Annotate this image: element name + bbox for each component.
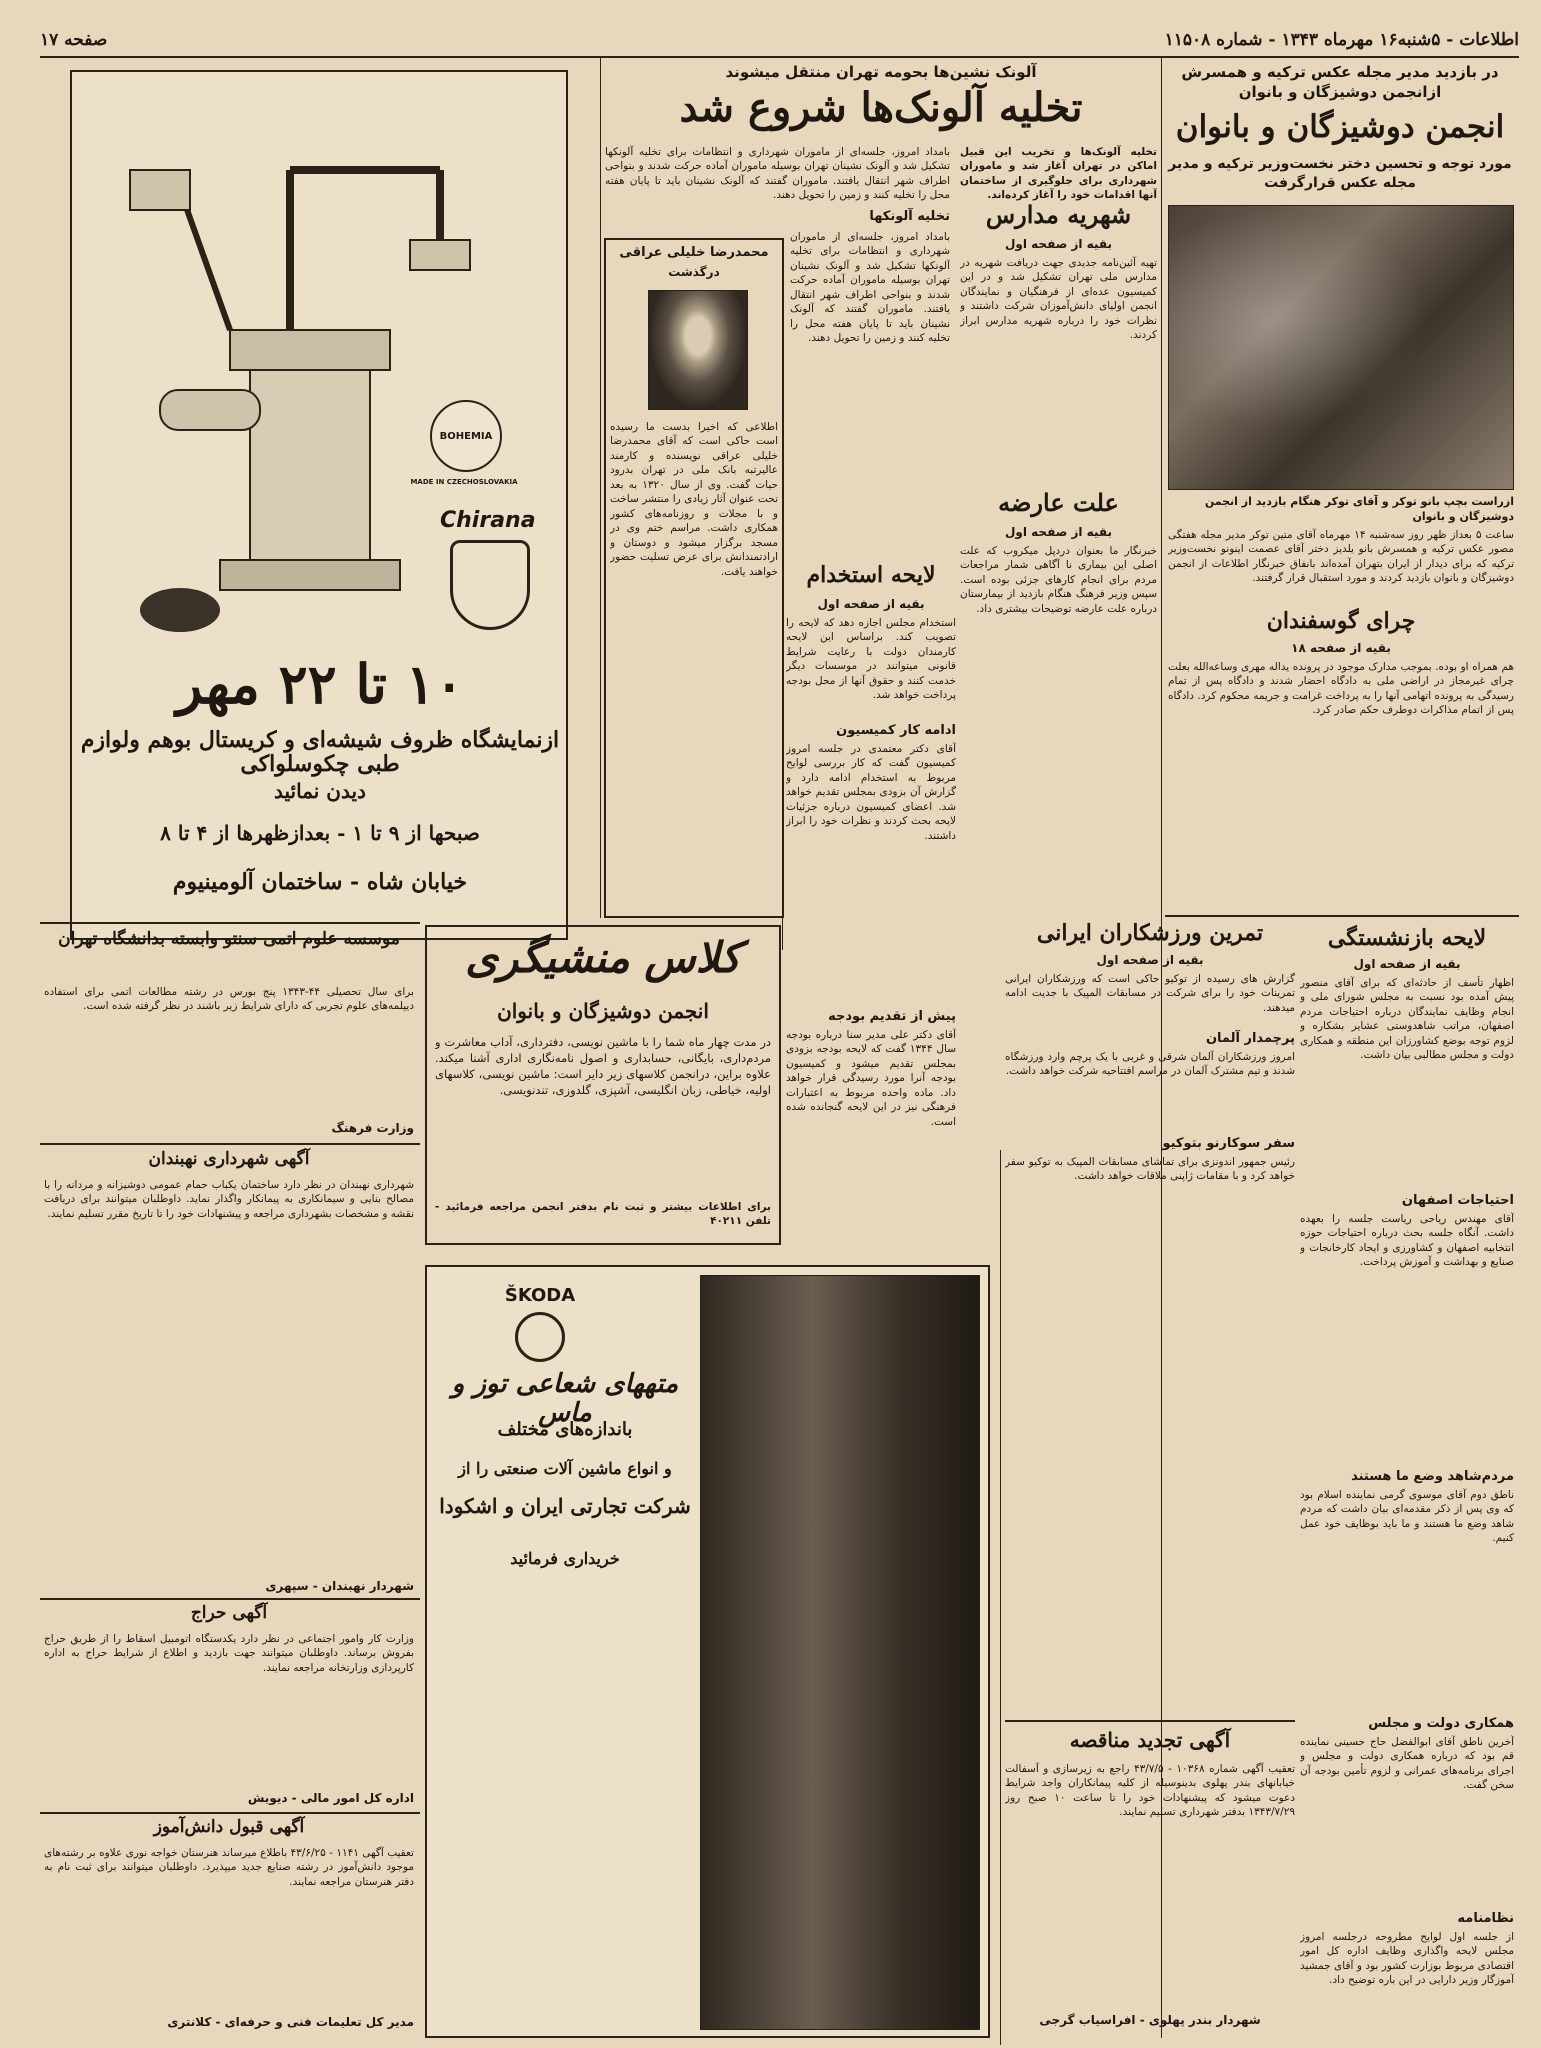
article-body: رئیس جمهور اندونزی برای تماشای مسابقات المپیک به توکیو سفر خواهد کرد و با مقامات ژاپنی ملاقات خواهد داشت. xyxy=(1005,1156,1295,1183)
article-body: بامداد امروز، جلسه‌ای از ماموران شهرداری و انتظامات برای تخلیه آلونکها تشکیل شد و آلونک نشینان تهران بوسیله ماموران آماده حرکت شدند و بنواحی اطراف شهر انتقال یافتند. ماموران گفتند که آلونک نشینان باید تا پایان هفته محل را تخلیه کنند و زمین را تحویل دهند. xyxy=(605,146,950,202)
skoda-line-4: خریداری فرمائید xyxy=(510,1549,620,1568)
nah-title: آگهی شهرداری نهبندان xyxy=(148,1149,310,1169)
auction-body: وزارت کار وامور اجتماعی در نظر دارد یکدستگاه اتومبیل اسقاط را از طریق حراج بفروش برساند. داوطلبان میتوانند جهت بازدید و اطلاع از شرایط حراج به اداره کارپردازی وزارتخانه مراجعه نمایند. xyxy=(44,1633,414,1674)
article-kicker: در بازدید مدیر مجله عکس ترکیه و همسرش ازانجمن دوشیزگان و بانوان xyxy=(1181,63,1499,102)
continued-label: بقیه از صفحه ۱۸ xyxy=(1291,641,1391,655)
continued-label: بقیه از صفحه اول xyxy=(817,597,925,611)
auction-signature: اداره کل امور مالی - دیویش xyxy=(247,1791,414,1805)
section-rule xyxy=(1005,1720,1295,1722)
skoda-title: متههای شعاعی توز و ماس xyxy=(451,1369,679,1428)
article-body: امروز ورزشکاران آلمان شرقی و غربی با یک پرچم وارد ورزشگاه شدند و تیم مشترک آلمان در مراسم افتتاحیه شرکت خواهد داشت. xyxy=(1005,1051,1295,1078)
article-body: تهیه آئین‌نامه جدیدی جهت دریافت شهریه در مدارس ملی تهران تشکیل شد و در این کمیسیون عده‌ای از فرهنگیان و نمایندگان انجمن اولیای دانش‌آموزان شرکت داشتند و نظرات خود را درباره شهریه مدارس ابراز کردند. xyxy=(960,257,1157,342)
article-subhead: مورد توجه و تحسین دختر نخست‌وزیر ترکیه و مدیر مجله عکس قرارگرفت xyxy=(1168,156,1512,191)
skoda-arrow-icon xyxy=(515,1312,565,1362)
article-lede: تخلیه آلونک‌ها و تخریب این قبیل اماکن در تهران آغاز شد و ماموران شهرداری برای جلوگیری از ساختمان آنها اقدامات خود را آغاز کرده‌اند. xyxy=(960,146,1157,202)
student-body: تعقیب آگهی ۱۱۴۱ - ۴۳/۶/۲۵ باطلاع میرساند هنرستان خواجه نوری علاوه بر رشته‌های موجود دانش‌آموز در رشته صنایع جدید میپذیرد. داوطلبان میتوانند برای ثبت نام به دفتر هنرستان مراجعه نمایند. xyxy=(44,1847,414,1888)
continued-label: بقیه از صفحه اول xyxy=(1353,957,1461,971)
obituary-label: درگذشت xyxy=(668,265,720,279)
subsection-title: تخلیه آلونکها xyxy=(869,209,950,224)
article-body: ناطق دوم آقای موسوی گرمی نماینده اسلام بود که وی پس از ذکر مقدمه‌ای بیان داشت که مردم شاهد وضع ما هستند و ما باید بوظایف خود عمل کنیم. xyxy=(1300,1489,1514,1545)
article-headline: انجمن دوشیزگان و بانوان xyxy=(1175,109,1505,145)
article-body: خبرنگار ما بعنوان دردپل میکروب که علت اصلی این بیماری نا آگاهی شمار مراجعات مردم برای انجام کارهای جزئی بوده است. سپس وزیر فرهنگ هنگام بازدید از بیمارستان درباره علت عارضه توضیحات بیشتری داد. xyxy=(960,545,1157,615)
article-body: اظهار تأسف از حادثه‌ای که برای آقای منصور پیش آمده بود نسبت به مجلس شورای ملی و انجام وظایف نمایندگان درباره احتیاجات مردم اصفهان، مراتب شاهدوستی عشایر بشکاره و لزوم توجه بوضع کشاورزان این منطقه و همکاری دولت و مجلس مطالبی بیان داشت. xyxy=(1300,977,1514,1062)
skoda-line-2: و انواع ماشین آلات صنعتی را از xyxy=(458,1459,672,1478)
subsection-title: نظامنامه xyxy=(1457,1911,1514,1926)
uni-title: موسسه علوم اتمی سنتو وابسته بدانشگاه تهران xyxy=(58,929,400,949)
expo-address: خیابان شاه - ساختمان آلومینیوم xyxy=(172,869,468,895)
article-body: گزارش های رسیده از توکیو حاکی است که ورزشکاران ایرانی تمرینات خود را برای شرکت در مسابقات المپیک با جدیت ادامه میدهند. xyxy=(1005,973,1295,1014)
article-body: آقای دکتر علی مدیر سنا درباره بودجه سال ۱۳۴۴ گفت که لایحه بودجه بزودی بمجلس تقدیم میشود و کمیسیون بودجه آنرا مورد رسیدگی قرار خواهد داد. ماده واحده مربوط به اعتبارات فرهنگی نیز در این لایحه گنجانده شده است. xyxy=(786,1029,956,1128)
subsection-title: مردم‌شاهد وضع ما هستند xyxy=(1351,1469,1514,1484)
masthead-info: اطلاعات - ۵شنبه۱۶ مهرماه ۱۳۴۳ - شماره ۱۱۵۰۸ xyxy=(1164,30,1519,50)
expo-dates: ۱۰ تا ۲۲ مهر xyxy=(176,652,464,716)
column-rule xyxy=(1000,1150,1001,2045)
news-photo xyxy=(1168,205,1514,490)
class-subtitle: انجمن دوشیزگان و بانوان xyxy=(497,999,709,1023)
uni-body: برای سال تحصیلی ۴۴-۱۳۴۳ پنج بورس در رشته مطالعات اتمی برای استفاده دیپلمه‌های علوم تجربی که دارای شرایط زیر باشند در نظر گرفته شده است. xyxy=(44,986,414,1013)
uni-signature: وزارت فرهنگ xyxy=(331,1121,414,1135)
nah-signature: شهردار نهبندان - سپهری xyxy=(265,1579,414,1593)
article-kicker: آلونک نشین‌ها بحومه تهران منتقل میشوند xyxy=(725,63,1037,81)
subsection-title: سفر سوکارنو بتوکیو xyxy=(1162,1136,1295,1151)
skoda-logo: ŠKODA xyxy=(504,1285,576,1306)
article-body: بامداد امروز، جلسه‌ای از ماموران شهرداری و انتظامات برای تخلیه آلونکها تشکیل شد و آلونک نشینان تهران بوسیله ماموران آماده حرکت شدند و بنواحی اطراف شهر انتقال یافتند. ماموران گفتند که آلونک نشینان باید تا پایان هفته محل را تخلیه کنند و زمین را تحویل دهند. xyxy=(790,231,950,345)
student-title: آگهی قبول دانش‌آموز xyxy=(153,1817,305,1837)
expo-hours: صبحها از ۹ تا ۱ - بعدازظهرها از ۴ تا ۸ xyxy=(160,821,480,845)
skoda-line-3: شرکت تجارتی ایران و اشکودا xyxy=(439,1494,691,1518)
section-rule xyxy=(40,1143,420,1145)
section-rule xyxy=(40,1598,420,1600)
auction-title: آگهی حراج xyxy=(190,1603,268,1623)
expo-line-2: دیدن نمائید xyxy=(274,779,366,803)
tender-title: آگهی تجدید مناقصه xyxy=(1069,1728,1231,1752)
subsection-title: همکاری دولت و مجلس xyxy=(1368,1716,1514,1731)
section-rule xyxy=(40,922,420,924)
section-rule xyxy=(1165,915,1519,917)
article-body: آقای مهندس ریاحی ریاست جلسه را بعهده داشت. آنگاه جلسه بحث درباره احتیاجات حوزه انتخابیه اصفهان و کشاورزی و ایجاد کارخانجات و صنایع و بهداشت و آموزش پرداخت. xyxy=(1300,1213,1514,1269)
section-title-retire: لایحه بازنشستگی xyxy=(1327,925,1487,951)
section-rule xyxy=(40,1812,420,1814)
skoda-line-1: باندازه‌های مختلف xyxy=(497,1419,633,1440)
page-number: صفحه ۱۷ xyxy=(40,30,108,50)
photo-caption: ازراست بچپ بانو توکر و آقای توکر هنگام بازدید از انجمن دوشیزگان و بانوان xyxy=(1204,495,1514,523)
article-body: هم همراه او بوده. بموجب مدارک موجود در پرونده یداله مهری وساعه‌الله بعلت چرای غیرمجاز در اراضی ملی به دادگاه احضار شدند و دادگاه پس از تمام رسیدگی به پرونده اتهامی آنها را به پرداخت غرامت و جریمه محکوم کرد. دادگاه پس از اتمام مذاکرات دوطرف حکم صادر کرد. xyxy=(1168,661,1514,717)
section-title-hire: لایحه استخدام xyxy=(806,562,936,588)
class-title: کلاس منشیگری xyxy=(465,933,741,982)
tender-signature: شهردار بندر پهلوی - افراسیاب گرجی xyxy=(1039,2013,1261,2027)
expo-line-1: ازنمایشگاه ظروف شیشه‌ای و کریستال بوهم ولوازم طبی چکوسلواکی xyxy=(80,727,560,778)
continued-label: بقیه از صفحه اول xyxy=(1004,525,1112,539)
subsection-title: ادامه کار کمیسیون xyxy=(836,723,956,738)
main-headline: تخلیه آلونک‌ها شروع شد xyxy=(679,84,1083,131)
obituary-body: اطلاعی که اخیرا بدست ما رسیده است حاکی است که آقای محمدرضا خلیلی عراقی نویسنده و کارمند عالیرتبه بانک ملی در تهران بدرود حیات گفت. وی از سال ۱۳۲۰ به بعد تحت عنوان آثار زیادی را منتشر ساخت و با مجلات و روزنامه‌های کشور همکاری داشت. مراسم ختم وی در مسجد برگزار میشود و دوستان و ارادتمندانش برای عرض تسلیت حضور خواهند یافت. xyxy=(610,421,778,578)
bohemia-badge xyxy=(430,400,502,472)
subsection-title: احتیاجات اصفهان xyxy=(1401,1193,1514,1208)
class-body: در مدت چهار ماه شما را با ماشین نویسی، دفترداری، آداب معاشرت و مردم‌داری، بایگانی، حسابداری و اصول نامه‌نگاری اداری آشنا میکند. علاوه براین، درانجمن کلاسهای زیر دایر است: ماشین نویسی، کلاسهای اولیه، خیاطی، زبان انگلیسی، آشپزی، گلدوزی، تندنویسی. xyxy=(435,1035,771,1097)
article-body: آقای دکتر معتمدی در جلسه امروز کمیسیون گفت که کار بررسی لوایح مربوط به استخدام ادامه دارد و گزارش آن بزودی بمجلس تقدیم خواهد شد. اعضای کمیسیون درباره جزئیات لایحه بحث کردند و نظرات خود را ابراز داشتند. xyxy=(786,743,956,842)
portrait-photo xyxy=(648,290,748,410)
article-body: از جلسه اول لوایح مطروحه درجلسه امروز مجلس لایحه واگذاری وظایف اداره کل امور اقتصادی مربوط بوزارت کشور بود و آقای جمشید آموزگار وزیر دارایی در این باره توضیح داد. xyxy=(1300,1931,1514,1987)
class-contact: برای اطلاعات بیشتر و ثبت نام بدفتر انجمن مراجعه فرمائید - تلفن ۴۰۲۱۱ xyxy=(435,1201,771,1228)
chirana-shield-icon xyxy=(450,540,530,630)
column-rule xyxy=(600,58,601,918)
article-body: استخدام مجلس اجازه دهد که لایحه را تصویب کند. براساس این لایحه کارمندان دولت با رعایت شرایط قانونی میتوانند در موسسات دیگر خدمت کنند و حقوق آنها از محل بودجه پرداخت خواهد شد. xyxy=(786,617,956,702)
masthead-rule xyxy=(40,56,1519,58)
section-title-goat: چرای گوسفندان xyxy=(1266,608,1416,634)
section-title-schools: شهریه مدارس xyxy=(985,200,1132,229)
section-title-accident: علت عارضه xyxy=(998,488,1119,517)
chirana-logo: Chirana xyxy=(440,508,536,533)
nah-body: شهرداری نهبندان در نظر دارد ساختمان یکباب حمام عمومی دوشیزانه و مردانه را با مصالح بنایی و سیمانکاری به پیمانکار واگذار نماید. داوطلبان میتوانند برای دریافت نقشه و مشخصات بشهرداری مراجعه و پیشنهادات خود را تا تاریخ مقرر تسلیم نمایند. xyxy=(44,1179,414,1220)
student-signature: مدیر کل تعلیمات فنی و حرفه‌ای - کلانتری xyxy=(167,2015,414,2029)
bohemia-badge-text: BOHEMIA xyxy=(439,430,493,442)
article-body: آخرین ناطق آقای ابوالفضل حاج حسینی نماینده قم بود که درباره همکاری دولت و مجلس و اجرای برنامه‌های عمرانی و لزوم تأمین بودجه آن سخن گفت. xyxy=(1300,1736,1514,1792)
section-title-sports: تمرین ورزشکاران ایرانی xyxy=(1036,920,1264,946)
article-body: ساعت ۵ بعداز ظهر روز سه‌شنبه ۱۴ مهرماه آقای متین توکر مدیر مجله هفتگی مصور عکس ترکیه و همسرش بانو یلدیز دختر آقای عصمت اینونو نخست‌وزیر ترکیه که برای دیدار از ایران بتهران آمده‌اند بانفاق خبرنگار اطلاعات از انجمن دوشیزگان و بانوان بازدید کردند و مورد استقبال قرار گرفتند. xyxy=(1168,529,1514,585)
obituary-name: محمدرضا خلیلی عراقی xyxy=(619,245,769,260)
subsection-title: پرچمدار آلمان xyxy=(1205,1031,1295,1046)
tender-body: تعقیب آگهی شماره ۱۰۳۶۸ - ۴۳/۷/۵ راجع به زیرسازی و آسفالت خیابانهای بندر پهلوی بدینوسیله از کلیه پیمانکاران واجد شرایط دعوت میشود که پیشنهادات خود را تا ساعت ۱۰ صبح روز ۱۳۴۳/۷/۲۹ بدفتر شهرداری تسلیم نمایند. xyxy=(1005,1763,1295,1819)
continued-label: بقیه از صفحه اول xyxy=(1096,953,1204,967)
subsection-title: پیش از تقدیم بودجه xyxy=(828,1009,956,1024)
made-in-label: MADE IN CZECHOSLOVAKIA xyxy=(410,478,518,486)
drill-machine-photo xyxy=(700,1275,980,2030)
continued-label: بقیه از صفحه اول xyxy=(1004,237,1112,251)
